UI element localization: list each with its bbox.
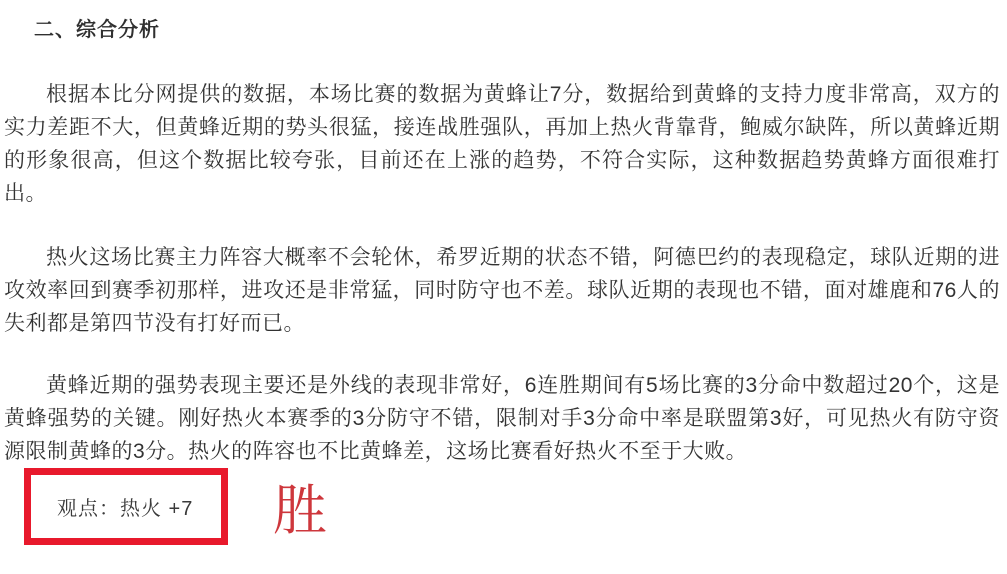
verdict-label: 观点：热火 +7 <box>57 498 194 520</box>
verdict-row <box>24 468 1000 545</box>
section-heading: 二、综合分析 <box>34 19 160 41</box>
article-content <box>0 16 1007 545</box>
analysis-paragraph: 根据本比分网提供的数据，本场比赛的数据为黄蜂让7分，数据给到黄蜂的支持力度非常高，双方的实力差距不大，但黄蜂近期的势头很猛，接连战胜强队，再加上热火背靠背，鲍威尔缺阵，所以黄蜂近期的形象很高，但这个数据比较夸张，目前还在上涨的趋势，不符合实际，这种数据趋势黄蜂方面很难打出。 <box>4 83 1000 205</box>
analysis-paragraph: 热火这场比赛主力阵容大概率不会轮休，希罗近期的状态不错，阿德巴约的表现稳定，球队近期的进攻效率回到赛季初那样，进攻还是非常猛，同时防守也不差。球队近期的表现也不错，面对雄鹿和76人的失利都是第四节没有打好而已。 <box>4 246 1000 335</box>
win-result-text: 胜 <box>273 480 327 541</box>
verdict-box <box>24 468 228 545</box>
analysis-paragraph: 黄蜂近期的强势表现主要还是外线的表现非常好，6连胜期间有5场比赛的3分命中数超过20个，这是黄蜂强势的关键。刚好热火本赛季的3分防守不错，限制对手3分命中率是联盟第3好，可见热火有防守资源限制黄蜂的3分。热火的阵容也不比黄蜂差，这场比赛看好热火不至于大败。 <box>4 374 1000 463</box>
